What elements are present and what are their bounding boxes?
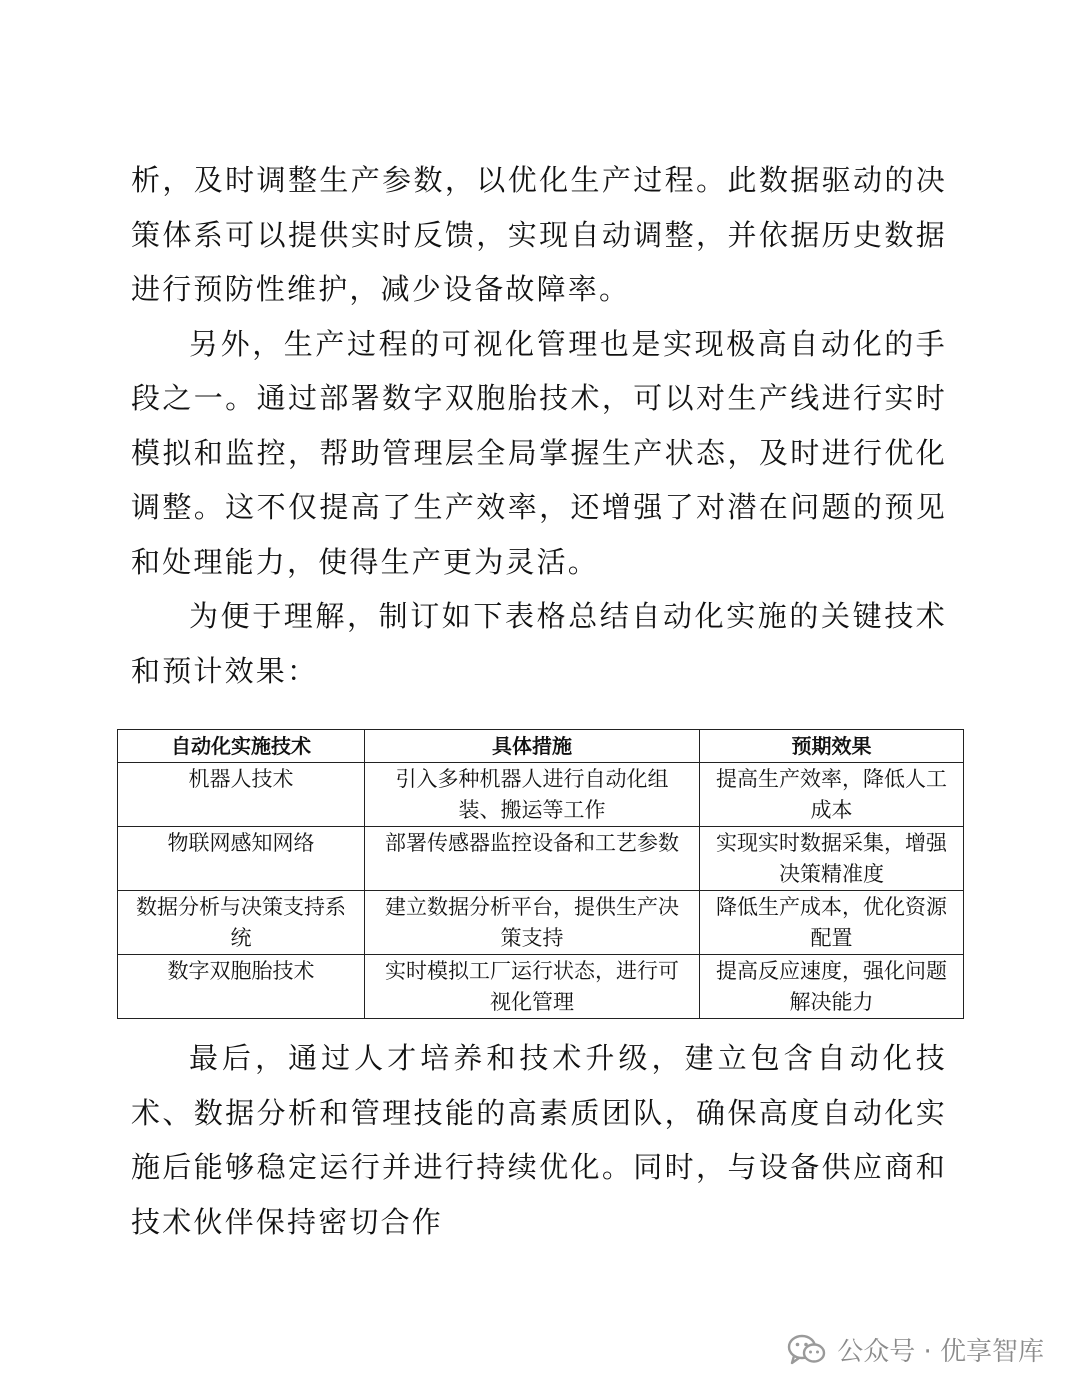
table-row [118,891,964,955]
paragraph-continuation: 析，及时调整生产参数，以优化生产过程。此数据驱动的决策体系可以提供实时反馈，实现自动调整，并依据历史数据进行预防性维护，减少设备故障率。 [131,163,947,306]
wechat-icon [787,1333,827,1367]
table-cell-technology: 物联网感知网络 [118,827,365,891]
table-cell-technology: 数字双胞胎技术 [118,955,365,1019]
table-cell-measure: 部署传感器监控设备和工艺参数 [365,827,700,891]
body-text-bottom [131,1031,947,1249]
watermark-text: 公众号 · 优享智库 [837,1337,1044,1367]
table-header-cell: 自动化实施技术 [118,730,365,763]
table-cell-measure: 实时模拟工厂运行状态，进行可视化管理 [365,955,700,1019]
watermark [787,1331,1044,1368]
table-row [118,827,964,891]
paragraph-visualization: 另外，生产过程的可视化管理也是实现极高自动化的手段之一。通过部署数字双胞胎技术，可以对生产线进行实时模拟和监控，帮助管理层全局掌握生产状态，及时进行优化调整。这不仅提高了生产效率，还增强了对潜在问题的预见和处理能力，使得生产更为灵活。 [131,326,947,579]
table-cell-effect: 提高反应速度，强化问题解决能力 [700,955,964,1019]
table-cell-effect: 提高生产效率，降低人工成本 [700,763,964,827]
paragraph-conclusion: 最后，通过人才培养和技术升级，建立包含自动化技术、数据分析和管理技能的高素质团队，确保高度自动化实施后能够稳定运行并进行持续优化。同时，与设备供应商和技术伙伴保持密切合作 [131,1041,947,1239]
table-header-row [118,730,964,763]
table-row [118,763,964,827]
table-cell-effect: 降低生产成本，优化资源配置 [700,891,964,955]
table-cell-measure: 建立数据分析平台，提供生产决策支持 [365,891,700,955]
automation-summary-table [117,729,964,1019]
table-cell-measure: 引入多种机器人进行自动化组装、搬运等工作 [365,763,700,827]
table-header-cell: 预期效果 [700,730,964,763]
table-cell-effect: 实现实时数据采集，增强决策精准度 [700,827,964,891]
paragraph-table-intro: 为便于理解，制订如下表格总结自动化实施的关键技术和预计效果： [131,599,947,688]
table-cell-technology: 机器人技术 [118,763,365,827]
table-row [118,955,964,1019]
body-text-top [131,153,947,698]
table-cell-technology: 数据分析与决策支持系统 [118,891,365,955]
table-header-cell: 具体措施 [365,730,700,763]
